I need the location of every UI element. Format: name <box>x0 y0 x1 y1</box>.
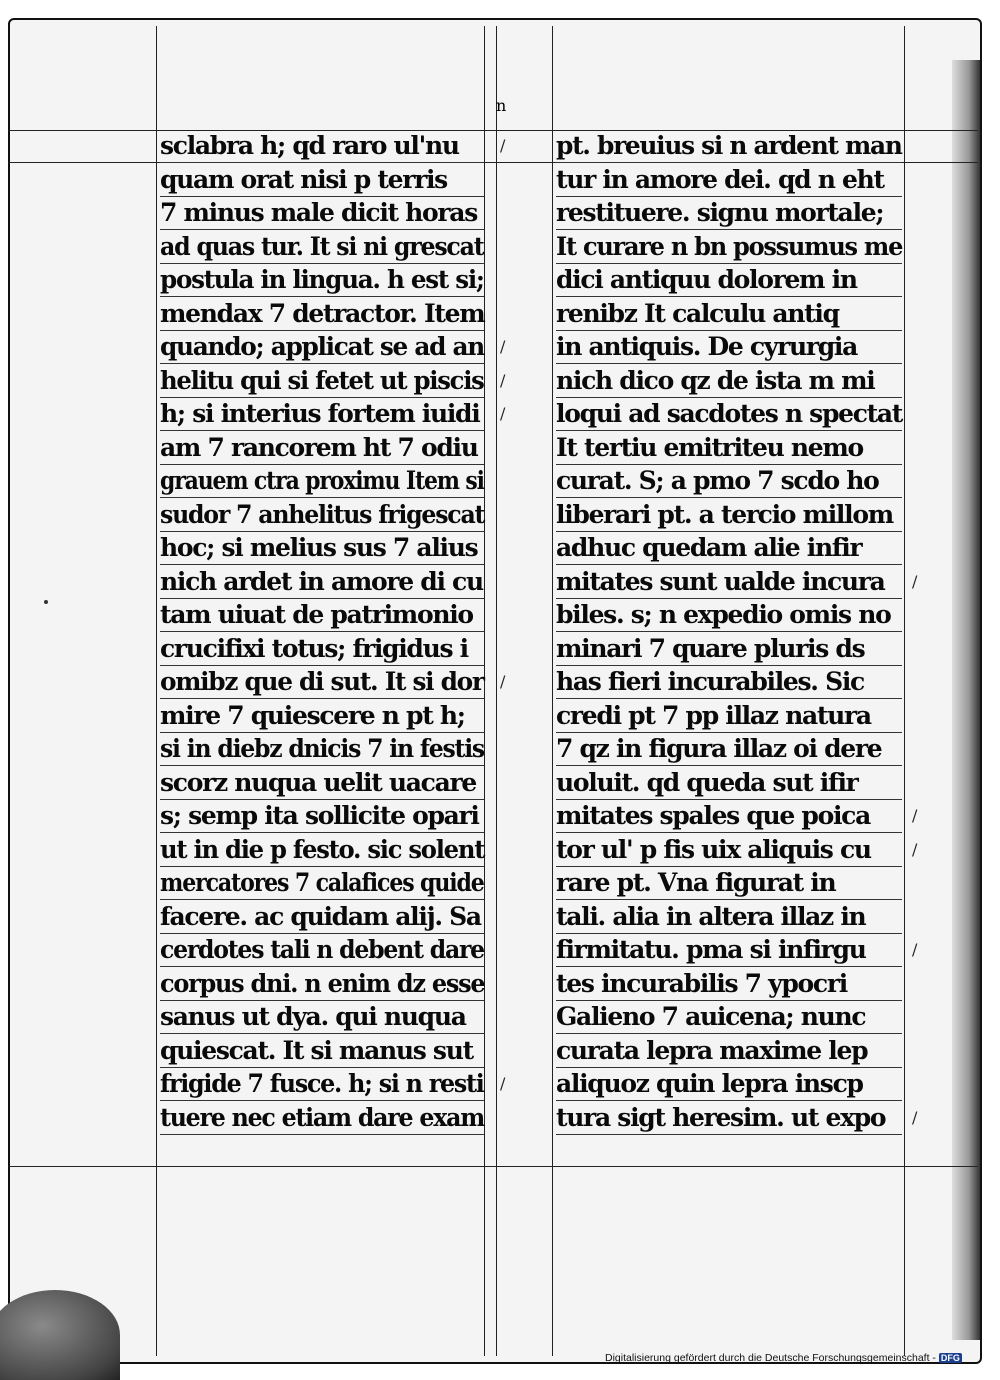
left-column-line: frigide 7 fusce. h; si n resti <box>160 1068 484 1101</box>
margin-stroke-mark: / <box>912 839 918 859</box>
left-column-line: postula in lingua. h est si; <box>160 264 484 297</box>
footer-text: Digitalisierung gefördert durch die Deutsche Forschungsgemeinschaft - <box>605 1352 936 1364</box>
margin-dot <box>44 600 48 604</box>
right-column-line: pt. breuius si n ardent man <box>556 130 902 163</box>
left-column-line: grauem ctra proximu Item si <box>160 465 484 498</box>
left-column-line: si in diebz dnicis 7 in festis <box>160 733 484 766</box>
right-column-line: restituere. signu mortale; <box>556 197 902 230</box>
right-column-line: renibz It calculu antiq <box>556 298 902 331</box>
right-column-line: loqui ad sacdotes n spectat <box>556 398 902 431</box>
left-column-line: quando; applicat se ad an <box>160 331 484 364</box>
left-column-line: helitu qui si fetet ut piscis <box>160 365 484 398</box>
margin-stroke-mark: / <box>500 1074 506 1093</box>
left-column-line: 7 minus male dicit horas <box>160 197 484 230</box>
left-column-line: sudor 7 anhelitus frigescat <box>160 499 484 532</box>
ruling-right-inner <box>552 26 553 1356</box>
margin-stroke-mark: / <box>500 337 506 356</box>
left-column-line: ut in die p festo. sic solent <box>160 834 484 867</box>
left-column-line: cerdotes tali n debent dare <box>160 934 484 967</box>
right-column-line: mitates sunt ualde incura <box>556 566 902 599</box>
margin-stroke-mark: / <box>500 672 506 691</box>
right-column-line: mitates spales que poica <box>556 800 902 833</box>
margin-stroke-mark: / <box>912 571 918 591</box>
left-column-line: hoc; si melius sus 7 alius <box>160 532 484 565</box>
ruling-right-outer <box>904 26 905 1356</box>
ruling-bottom <box>8 1166 978 1167</box>
left-column-line: s; semp ita sollicite opari <box>160 800 484 833</box>
right-column-line: credi pt 7 pp illaz natura <box>556 700 902 733</box>
left-column-line: omibz que di sut. It si dor <box>160 666 484 699</box>
right-column-line: tur in amore dei. qd n eht <box>556 164 902 197</box>
right-column-line: dici antiquu dolorem in <box>556 264 902 297</box>
left-column-line: nich ardet in amore di cu <box>160 566 484 599</box>
right-column-line: tura sigt heresim. ut expo <box>556 1102 902 1135</box>
left-column-line: h; si interius fortem iuidi <box>160 398 484 431</box>
right-column-line: Galieno 7 auicena; nunc <box>556 1001 902 1034</box>
margin-stroke-mark: / <box>912 1107 918 1127</box>
left-column-line: crucifixi totus; frigidus i <box>160 633 484 666</box>
right-column-line: uoluit. qd queda sut ifir <box>556 767 902 800</box>
left-column-line: tam uiuat de patrimonio <box>160 599 484 632</box>
left-column-line: sclabra h; qd raro ul'nu <box>160 130 484 163</box>
right-column-line: tor ul' p fis uix aliquis cu <box>556 834 902 867</box>
right-column-line: aliquoz quin lepra inscp <box>556 1068 902 1101</box>
digitization-footer <box>605 1352 962 1364</box>
right-column-line: 7 qz in figura illaz oi dere <box>556 733 902 766</box>
right-column-line: biles. s; n expedio omis no <box>556 599 902 632</box>
right-column-line: curata lepra maxime lep <box>556 1035 902 1068</box>
dfg-logo: DFG <box>940 1353 960 1363</box>
left-column-line: am 7 rancorem ht 7 odiu <box>160 432 484 465</box>
right-column-line: has fieri incurabiles. Sic <box>556 666 902 699</box>
right-column-line: adhuc quedam alie infir <box>556 532 902 565</box>
right-column-line: rare pt. Vna figurat in <box>556 867 902 900</box>
left-column-line: scorz nuqua uelit uacare <box>160 767 484 800</box>
right-column-line: tali. alia in altera illaz in <box>556 901 902 934</box>
right-column-line: firmitatu. pma si infirgu <box>556 934 902 967</box>
right-column-line: nich dico qz de ista m mi <box>556 365 902 398</box>
left-column-line: mire 7 quiescere n pt h; <box>160 700 484 733</box>
margin-stroke-mark: / <box>500 370 506 390</box>
right-column-line: curat. S; a pmo 7 scdo ho <box>556 465 902 498</box>
left-column-line: tuere nec etiam dare exam <box>160 1102 484 1135</box>
margin-stroke-mark: / <box>912 806 918 825</box>
ruling-left-outer <box>156 26 157 1356</box>
left-column-line: corpus dni. n enim dz esse <box>160 968 484 1001</box>
right-column-line: It curare n bn possumus me <box>556 231 902 264</box>
margin-stroke-mark: / <box>500 136 506 155</box>
left-column-line: sanus ut dya. qui nuqua <box>160 1001 484 1034</box>
ruling-left-inner <box>484 26 485 1356</box>
left-column-line: mendax 7 detractor. Item <box>160 298 484 331</box>
right-column-line: in antiquis. De cyrurgia <box>556 331 902 364</box>
folio-mark: n <box>496 96 507 115</box>
left-column-line: mercatores 7 calafices quide <box>160 867 484 900</box>
margin-stroke-mark: / <box>500 404 506 423</box>
right-column-line: minari 7 quare pluris ds <box>556 633 902 666</box>
left-column-line: quam orat nisi p terris <box>160 164 484 197</box>
left-column-line: quiescat. It si manus sut <box>160 1035 484 1068</box>
right-column-line: liberari pt. a tercio millom <box>556 499 902 532</box>
right-column-line: It tertiu emitriteu nemo <box>556 432 902 465</box>
left-column-line: ad quas tur. It si ni grescat <box>160 231 484 264</box>
ruling-gutter <box>496 26 497 1356</box>
left-column-line: facere. ac quidam alij. Sa <box>160 901 484 934</box>
page-edge-shadow <box>952 60 980 1340</box>
right-column-line: tes incurabilis 7 ypocri <box>556 968 902 1001</box>
thumb-shadow <box>0 1290 120 1380</box>
margin-stroke-mark: / <box>912 940 918 959</box>
